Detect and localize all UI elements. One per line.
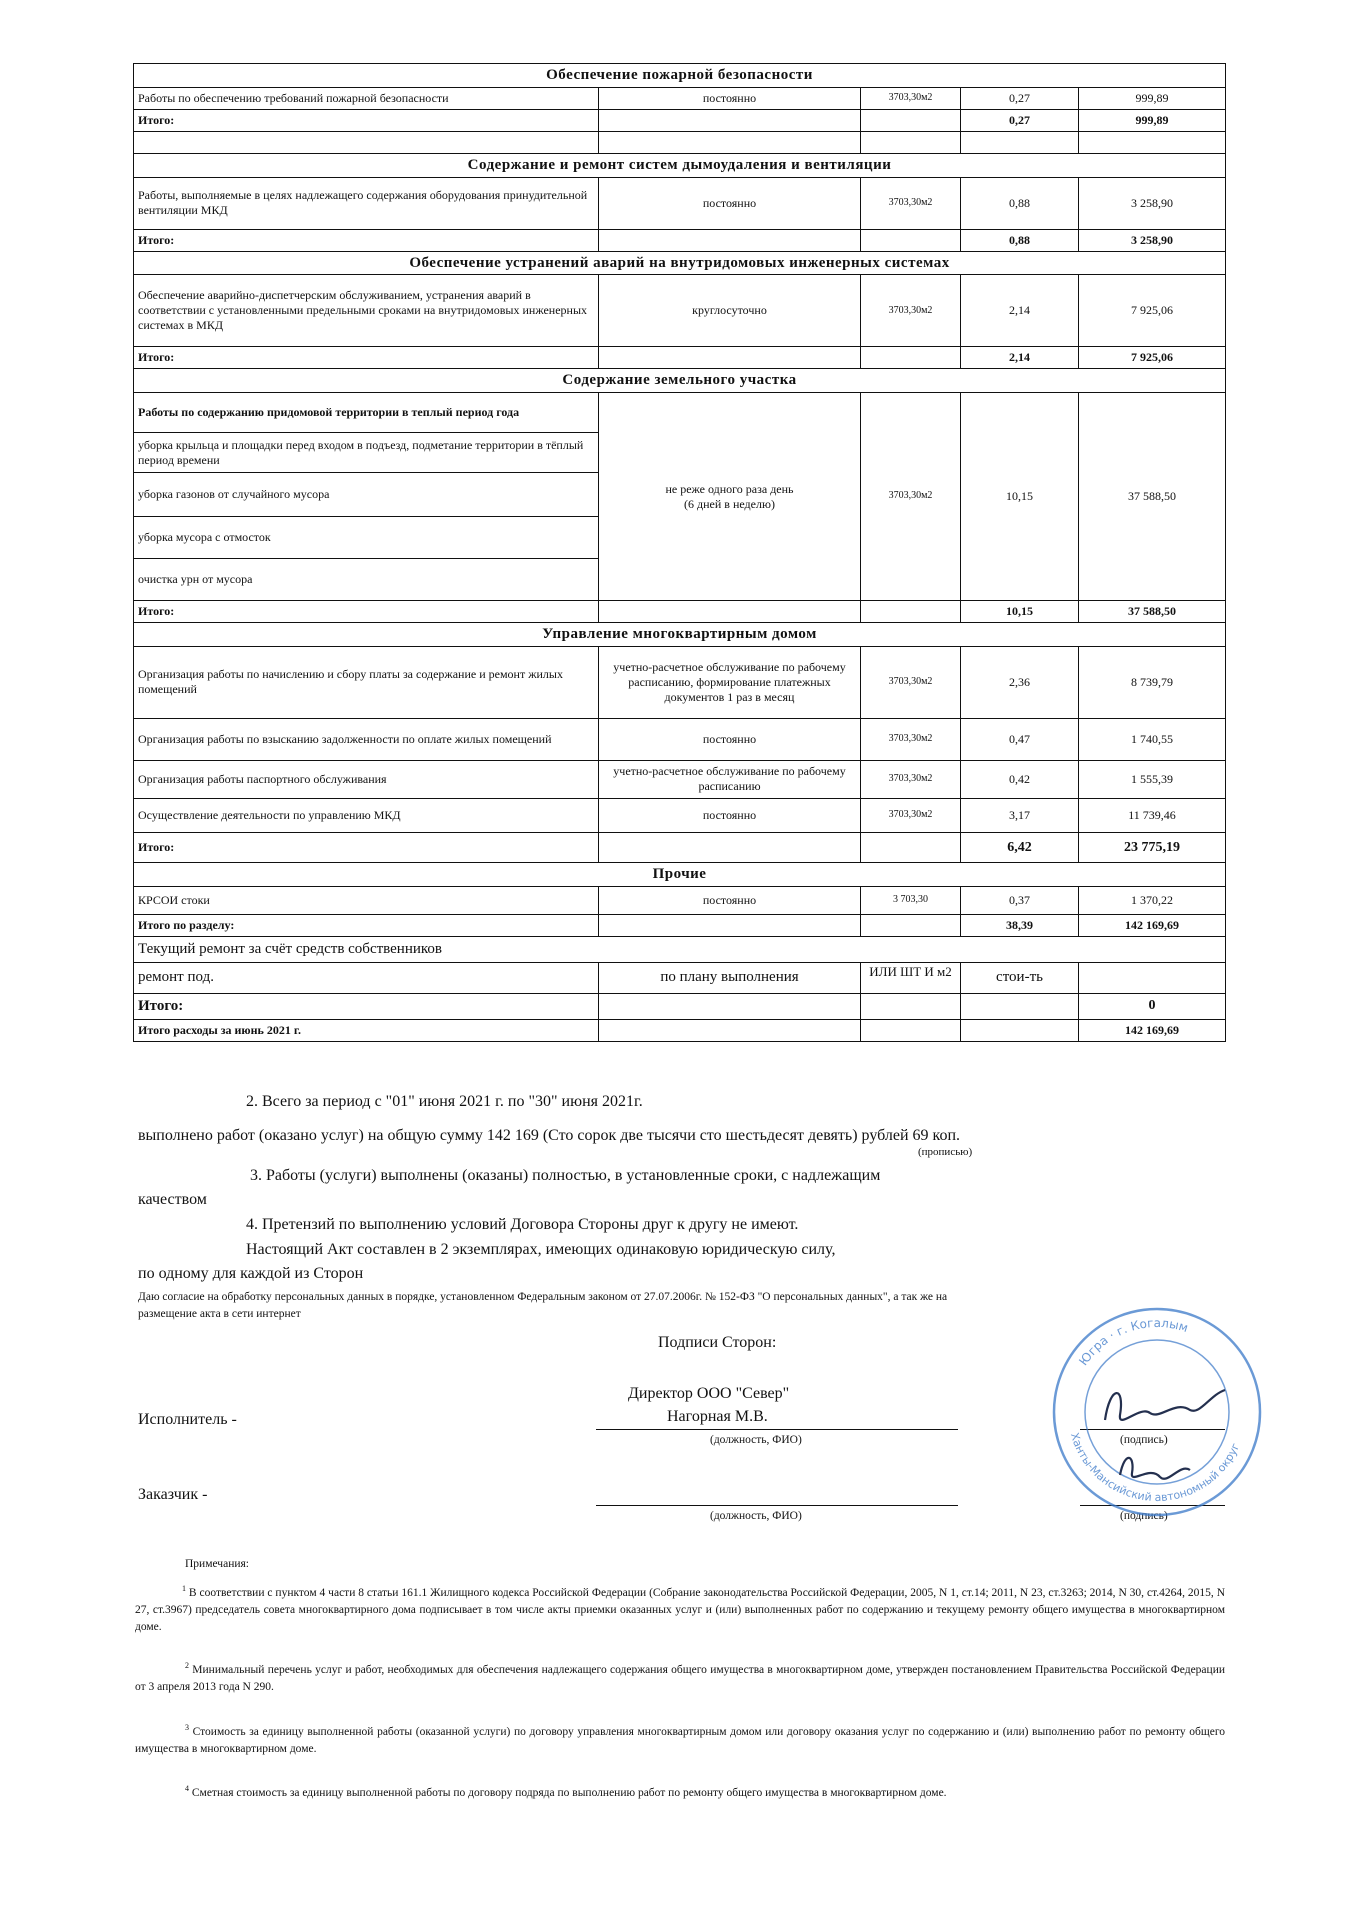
row-rate: 0,37 xyxy=(961,886,1079,914)
row-rate: 0,27 xyxy=(961,87,1079,109)
paragraph-4: 4. Претензий по выполнению условий Договора Стороны друг к другу не имеют. xyxy=(246,1216,799,1233)
total-label: Итого: xyxy=(134,601,599,623)
section-total-label: Итого по разделу: xyxy=(134,914,599,936)
row-area: 3703,30м2 xyxy=(861,275,961,347)
stamp-text-bottom: Ханты-Мансийский автономный округ xyxy=(1067,1431,1243,1505)
section-total-sum: 142 169,69 xyxy=(1079,914,1226,936)
section-fire: Обеспечение пожарной безопасности xyxy=(134,64,1226,88)
row-sum: 1 370,22 xyxy=(1079,886,1226,914)
row-period: постоянно xyxy=(599,718,861,760)
section-land: Содержание земельного участка xyxy=(134,369,1226,393)
land-period-line1: не реже одного раза день xyxy=(665,481,794,496)
total-rate: 6,42 xyxy=(961,832,1079,862)
note-2: $^2$ Минимальный перечень услуг и работ, необходимых для обеспечения надлежащего содержания общего имущества в многоквартирном доме, утвержден постановлением Правительства Российской Федерации от 3 апреля 2013 года N 290. xyxy=(135,1661,1226,1694)
land-item: уборка крыльца и площадки перед входом в подъезд, подметание территории в тёплый период времени xyxy=(134,433,599,473)
land-item: очистка урн от мусора xyxy=(134,559,599,601)
row-sum: 1 740,55 xyxy=(1079,718,1226,760)
section-management: Управление многоквартирным домом xyxy=(134,623,1226,647)
grand-total-label: Итого расходы за июнь 2021 г. xyxy=(134,1019,599,1041)
repair-col1: ремонт под. xyxy=(134,962,599,993)
section-ventilation: Содержание и ремонт систем дымоудаления и вентиляции xyxy=(134,153,1226,177)
repair-col4: стои-ть xyxy=(961,962,1079,993)
customer-position-caption: (должность, ФИО) xyxy=(710,1510,802,1522)
paragraph-2: 2. Всего за период с "01" июня 2021 г. по "30" июня 2021г. xyxy=(246,1093,643,1110)
row-sum: 8 739,79 xyxy=(1079,646,1226,718)
row-area: 3703,30м2 xyxy=(861,646,961,718)
repair-col3: ИЛИ ШТ И м2 xyxy=(861,962,961,993)
row-name: Организация работы по начислению и сбору платы за содержание и ремонт жилых помещений xyxy=(134,646,599,718)
row-area: 3703,30м2 xyxy=(861,798,961,832)
row-period: постоянно xyxy=(599,87,861,109)
section-other: Прочие xyxy=(134,862,1226,886)
signatures-title: Подписи Сторон: xyxy=(658,1334,777,1351)
paragraph-5-end: по одному для каждой из Сторон xyxy=(138,1265,364,1282)
row-area: 3703,30м2 xyxy=(861,87,961,109)
section-emergency: Обеспечение устранений аварий на внутридомовых инженерных системах xyxy=(134,251,1226,275)
row-name: Обеспечение аварийно-диспетчерским обслуживанием, устранения аварий в соответствии с установленными предельными сроками на внутридомовых инженерных системах в МКД xyxy=(134,275,599,347)
land-sum: 37 588,50 xyxy=(1079,393,1226,601)
repair-title: Текущий ремонт за счёт средств собственников xyxy=(134,936,1226,962)
total-sum: 3 258,90 xyxy=(1079,229,1226,251)
total-rate: 0,88 xyxy=(961,229,1079,251)
paragraph-2-sum: выполнено работ (оказано услуг) на общую сумму 142 169 (Сто сорок две тысячи сто шестьдесят девять) рублей 69 коп. xyxy=(138,1127,961,1144)
executor-signature xyxy=(1105,1390,1225,1420)
row-period: постоянно xyxy=(599,177,861,229)
company-stamp-icon xyxy=(1050,1305,1265,1520)
notes-title: Примечания: xyxy=(185,1558,249,1570)
row-sum: 3 258,90 xyxy=(1079,177,1226,229)
row-period: постоянно xyxy=(599,886,861,914)
executor-line xyxy=(596,1429,958,1430)
consent-line-2: размещение акта в сети интернет xyxy=(138,1308,301,1320)
row-sum: 1 555,39 xyxy=(1079,760,1226,798)
section-total-rate: 38,39 xyxy=(961,914,1079,936)
total-sum: 999,89 xyxy=(1079,109,1226,131)
total-rate: 0,27 xyxy=(961,109,1079,131)
repair-col2: по плану выполнения xyxy=(599,962,861,993)
total-label: Итого: xyxy=(134,347,599,369)
land-period xyxy=(599,393,861,601)
total-rate: 10,15 xyxy=(961,601,1079,623)
land-header: Работы по содержанию придомовой территории в теплый период года xyxy=(134,393,599,433)
row-rate: 0,47 xyxy=(961,718,1079,760)
row-name: Организация работы по взысканию задолженности по оплате жилых помещений xyxy=(134,718,599,760)
row-rate: 0,42 xyxy=(961,760,1079,798)
land-rate: 10,15 xyxy=(961,393,1079,601)
customer-sign-caption: (подпись) xyxy=(1120,1510,1168,1522)
row-sum: 999,89 xyxy=(1079,87,1226,109)
land-item: уборка мусора с отмосток xyxy=(134,517,599,559)
paragraph-3: 3. Работы (услуги) выполнены (оказаны) полностью, в установленные сроки, с надлежащим xyxy=(250,1167,881,1184)
row-area: 3703,30м2 xyxy=(861,760,961,798)
total-rate: 2,14 xyxy=(961,347,1079,369)
row-name: Организация работы паспортного обслуживания xyxy=(134,760,599,798)
land-item: уборка газонов от случайного мусора xyxy=(134,473,599,517)
row-period: круглосуточно xyxy=(599,275,861,347)
row-name: Осуществление деятельности по управлению МКД xyxy=(134,798,599,832)
total-sum: 7 925,06 xyxy=(1079,347,1226,369)
customer-signature xyxy=(1120,1458,1190,1479)
row-area: 3703,30м2 xyxy=(861,718,961,760)
grand-total-sum: 142 169,69 xyxy=(1079,1019,1226,1041)
works-table xyxy=(133,63,1226,1042)
row-rate: 0,88 xyxy=(961,177,1079,229)
row-period: учетно-расчетное обслуживание по рабочему расписанию xyxy=(599,760,861,798)
total-sum: 23 775,19 xyxy=(1079,832,1226,862)
row-period: постоянно xyxy=(599,798,861,832)
row-rate: 2,14 xyxy=(961,275,1079,347)
executor-label: Исполнитель - xyxy=(138,1411,237,1428)
row-area: 3 703,30 xyxy=(861,886,961,914)
executor-sign-caption: (подпись) xyxy=(1120,1434,1168,1446)
row-rate: 3,17 xyxy=(961,798,1079,832)
note-4: $^4$ Сметная стоимость за единицу выполненной работы по договору подряда по выполнению работ по ремонту общего имущества в многоквартирном доме. xyxy=(185,1784,947,1799)
paragraph-3-end: качеством xyxy=(138,1191,207,1208)
customer-line xyxy=(596,1505,958,1506)
paragraph-5: Настоящий Акт составлен в 2 экземплярах, имеющих одинаковую юридическую силу, xyxy=(246,1241,836,1258)
executor-position: Директор ООО "Север" xyxy=(628,1385,790,1402)
total-label: Итого: xyxy=(134,229,599,251)
note-3: $^3$ Стоимость за единицу выполненной работы (оказанной услуги) по договору управления многоквартирным домом или договору оказания услуг по содержанию и (или) выполнению работ по ремонту общего имущества в многоквартирном доме. xyxy=(135,1723,1225,1756)
row-sum: 7 925,06 xyxy=(1079,275,1226,347)
row-rate: 2,36 xyxy=(961,646,1079,718)
executor-position-caption: (должность, ФИО) xyxy=(710,1434,802,1446)
total-label: Итого: xyxy=(134,109,599,131)
row-name: Работы, выполняемые в целях надлежащего содержания оборудования принудительной вентиляции МКД xyxy=(134,177,599,229)
stamp-text-top: Югра · г. Когалым xyxy=(1076,1315,1190,1369)
customer-label: Заказчик - xyxy=(138,1486,208,1503)
land-period-line2: (6 дней в неделю) xyxy=(684,496,775,511)
consent-line-1: Даю согласие на обработку персональных данных в порядке, установленном Федеральным законом от 27.07.2006г. № 152-ФЗ "О персональных данных", а так же на xyxy=(138,1291,948,1303)
note-1: $^1$ В соответствии с пунктом 4 части 8 статьи 161.1 Жилищного кодекса Российской Федерации (Собрание законодательства Российской Федерации, 2005, N 1, ст.14; 2011, N 23, ст.3263; 2014, N 30, ст.4264, 2015, N 27, ст.3967) председатель совета многоквартирного дома подписывает в том числе акты приемки оказанных услуг и (или) выполненных работ по содержанию и текущему ремонту общего имущества в многоквартирном доме. xyxy=(135,1584,1226,1634)
row-area: 3703,30м2 xyxy=(861,177,961,229)
total-label: Итого: xyxy=(134,832,599,862)
row-name: Работы по обеспечению требований пожарной безопасности xyxy=(134,87,599,109)
executor-name: Нагорная М.В. xyxy=(667,1408,768,1425)
total-sum: 37 588,50 xyxy=(1079,601,1226,623)
repair-total-label: Итого: xyxy=(134,993,599,1019)
land-area: 3703,30м2 xyxy=(861,393,961,601)
row-period: учетно-расчетное обслуживание по рабочему расписанию, формирование платежных документов 1 раз в месяц xyxy=(599,646,861,718)
repair-total-value: 0 xyxy=(1079,993,1226,1019)
row-name: КРСОИ стоки xyxy=(134,886,599,914)
row-sum: 11 739,46 xyxy=(1079,798,1226,832)
propisyu-caption: (прописью) xyxy=(918,1146,973,1158)
